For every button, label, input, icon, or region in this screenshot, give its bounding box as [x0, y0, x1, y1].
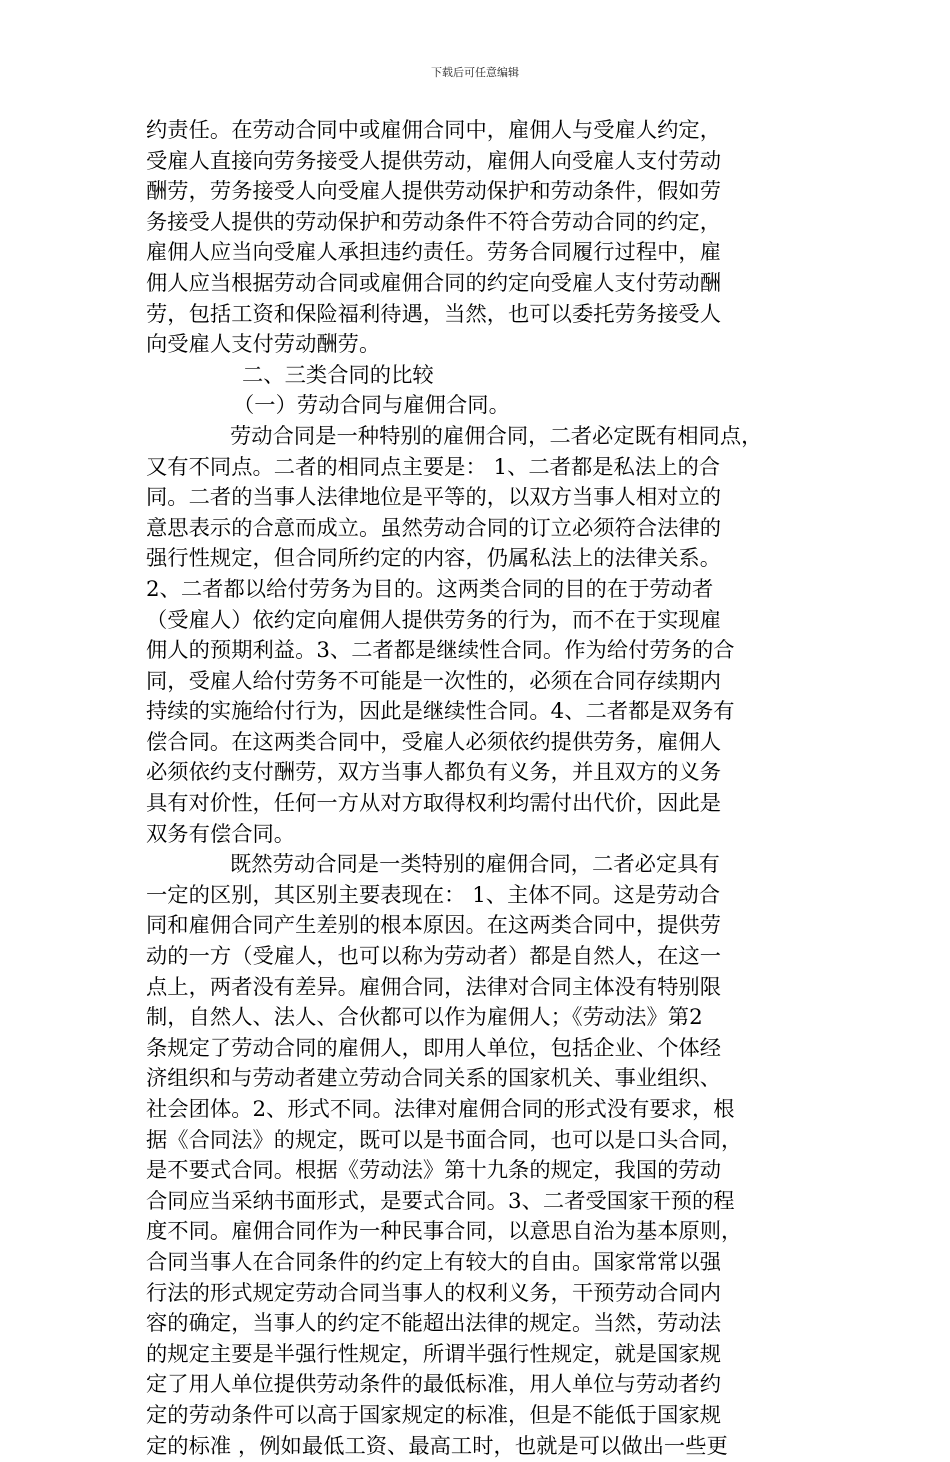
text-line: 条规定了劳动合同的雇佣人，即用人单位，包括企业、个体经: [146, 1035, 722, 1061]
text-line: （受雇人）依约定向雇佣人提供劳务的行为，而不在于实现雇: [146, 607, 722, 633]
text-line: 具有对价性，任何一方从对方取得权利均需付出代价，因此是: [146, 791, 722, 817]
text-line: 又有不同点。二者的相同点主要是： 1、二者都是私法上的合: [146, 454, 721, 480]
paragraph-start-line: 劳动合同是一种特别的雇佣合同，二者必定既有相同点，: [230, 423, 763, 449]
text-line: 济组织和与劳动者建立劳动合同关系的国家机关、事业组织、: [146, 1066, 722, 1092]
page-header: 下载后可任意编辑: [431, 66, 519, 79]
text-line: 向受雇人支付劳动酬劳。: [146, 332, 381, 358]
text-line: 的规定主要是半强行性规定，所谓半强行性规定，就是国家规: [146, 1341, 722, 1367]
text-line: 同和雇佣合同产生差别的根本原因。在这两类合同中，提供劳: [146, 913, 722, 939]
text-line: 2、二者都以给付劳务为目的。这两类合同的目的在于劳动者: [146, 576, 714, 602]
paragraph-start-line: 既然劳动合同是一类特别的雇佣合同，二者必定具有: [230, 852, 720, 878]
text-line: 合同当事人在合同条件的约定上有较大的自由。国家常常以强: [146, 1249, 722, 1275]
text-line: 定的劳动条件可以高于国家规定的标准，但是不能低于国家规: [146, 1402, 722, 1428]
text-line: 制，自然人、法人、合伙都可以作为雇佣人；《劳动法》第2: [146, 1005, 703, 1031]
text-line: 同。二者的当事人法律地位是平等的，以双方当事人相对立的: [146, 485, 722, 511]
text-line: 定的标准 ，例如最低工资、最高工时，也就是可以做出一些更: [146, 1433, 728, 1459]
text-line: 偿合同。在这两类合同中，受雇人必须依约提供劳务，雇佣人: [146, 729, 722, 755]
text-line: 必须依约支付酬劳，双方当事人都负有义务，并且双方的义务: [146, 760, 722, 786]
text-line: 雇佣人应当向受雇人承担违约责任。劳务合同履行过程中，雇: [146, 240, 722, 266]
text-line: 是不要式合同。根据《劳动法》第十九条的规定，我国的劳动: [146, 1158, 722, 1184]
text-line: 容的确定，当事人的约定不能超出法律的规定。当然，劳动法: [146, 1311, 722, 1337]
text-line: 强行性规定，但合同所约定的内容，仍属私法上的法律关系。: [146, 546, 722, 572]
text-line: 合同应当采纳书面形式，是要式合同。3、二者受国家干预的程: [146, 1188, 735, 1214]
text-line: 点上，两者没有差异。雇佣合同，法律对合同主体没有特别限: [146, 974, 722, 1000]
text-line: 据《合同法》的规定，既可以是书面合同，也可以是口头合同，: [146, 1127, 743, 1153]
text-line: 佣人应当根据劳动合同或雇佣合同的约定向受雇人支付劳动酬: [146, 270, 722, 296]
text-line: 意思表示的合意而成立。虽然劳动合同的订立必须符合法律的: [146, 515, 722, 541]
section-heading: 二、三类合同的比较: [242, 362, 434, 388]
text-line: 动的一方（受雇人，也可以称为劳动者）都是自然人，在这一: [146, 944, 722, 970]
text-line: 社会团体。2、形式不同。法律对雇佣合同的形式没有要求，根: [146, 1097, 735, 1122]
text-line: 双务有偿合同。: [146, 821, 296, 847]
text-line: 受雇人直接向劳务接受人提供劳动，雇佣人向受雇人支付劳动: [146, 148, 722, 174]
text-line: 酬劳，劳务接受人向受雇人提供劳动保护和劳动条件，假如劳: [146, 179, 722, 205]
text-line: 一定的区别，其区别主要表现在： 1、主体不同。这是劳动合: [146, 882, 721, 908]
text-line: 务接受人提供的劳动保护和劳动条件不符合劳动合同的约定，: [146, 209, 722, 235]
text-line: 同，受雇人给付劳务不可能是一次性的，必须在合同存续期内: [146, 668, 722, 694]
text-line: 行法的形式规定劳动合同当事人的权利义务，干预劳动合同内: [146, 1280, 722, 1306]
document-body: [146, 116, 814, 1462]
text-line: 持续的实施给付行为，因此是继续性合同。4、二者都是双务有: [146, 699, 735, 725]
text-line: 约责任。在劳动合同中或雇佣合同中，雇佣人与受雇人约定，: [146, 118, 722, 143]
text-line: 劳，包括工资和保险福利待遇，当然，也可以委托劳务接受人: [146, 301, 722, 327]
text-line: 度不同。雇佣合同作为一种民事合同，以意思自治为基本原则，: [146, 1219, 743, 1245]
text-line: 定了用人单位提供劳动条件的最低标准，用人单位与劳动者约: [146, 1372, 722, 1398]
text-line: 佣人的预期利益。3、二者都是继续性合同。作为给付劳务的合: [146, 638, 735, 664]
subsection-heading: （一）劳动合同与雇佣合同。: [233, 393, 510, 419]
